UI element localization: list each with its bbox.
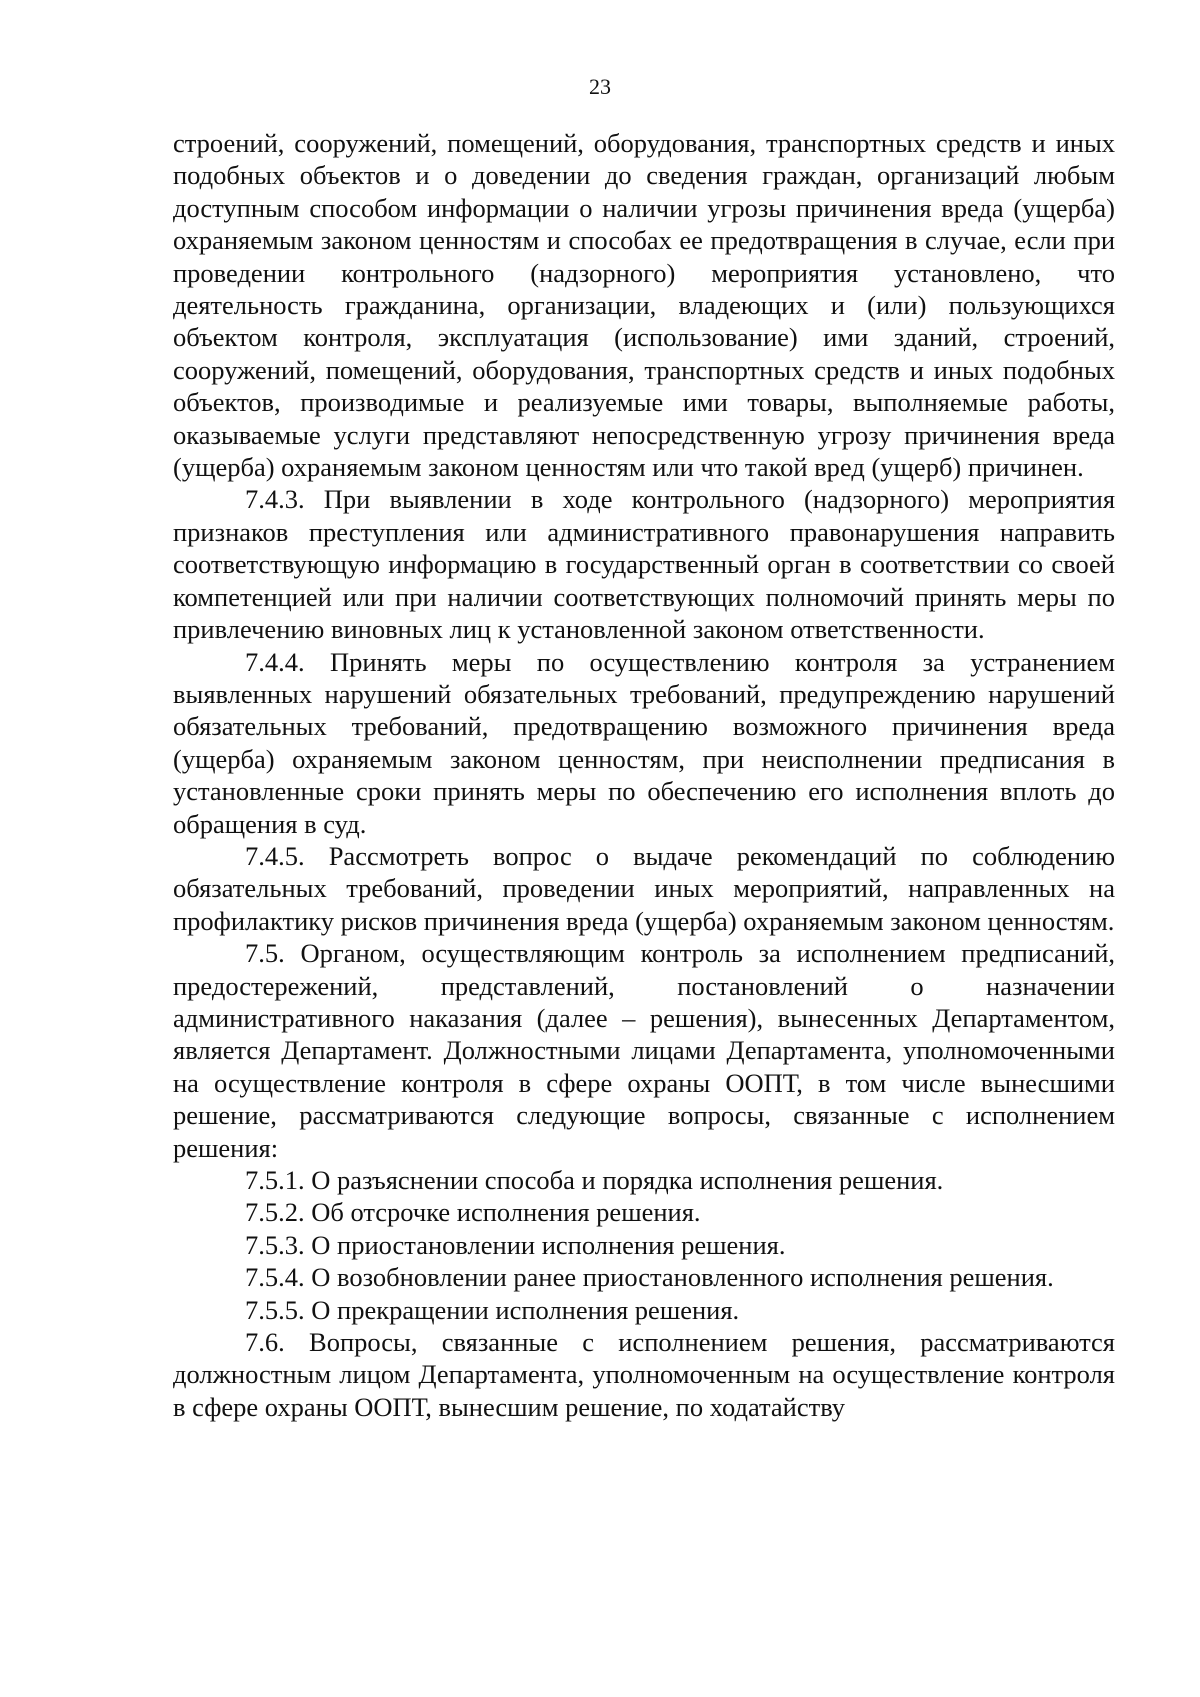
paragraph-number: 7.5.4. <box>245 1262 305 1293</box>
paragraph-7-5-3 <box>173 1229 1115 1261</box>
paragraph-number: 7.4.3. <box>245 484 305 515</box>
paragraph-text: Рассмотреть вопрос о выдаче рекомендаций по соблюдению обязательных требований, проведении иных мероприятий, направленных на профилактику рисков причинения вреда (ущерба) охраняемым законом ценностям. <box>173 840 1115 936</box>
paragraph-7-4-5 <box>173 840 1115 937</box>
paragraph-7-5-2 <box>173 1196 1115 1228</box>
paragraph-7-5 <box>173 937 1115 1164</box>
paragraph-text: О возобновлении ранее приостановленного исполнения решения. <box>311 1262 1054 1293</box>
page-number: 23 <box>589 74 611 99</box>
paragraph-7-4-3 <box>173 483 1115 645</box>
paragraph-7-4-4 <box>173 646 1115 840</box>
paragraph-number: 7.5.2. <box>245 1197 305 1228</box>
paragraph-7-6 <box>173 1326 1115 1423</box>
paragraph-number: 7.5.1. <box>245 1165 305 1195</box>
paragraph-number: 7.5.5. <box>245 1294 305 1325</box>
paragraph-text: При выявлении в ходе контрольного (надзорного) мероприятия признаков преступления или административного правонарушения направить соответствующую информацию в государственный орган в соответствии со своей компетенцией или при наличии соответствующих полномочий принять меры по привлечению виновных лиц к установленной законом ответственности. <box>173 484 1116 645</box>
paragraph-number: 7.6. <box>245 1327 285 1358</box>
paragraph-number: 7.5.3. <box>245 1229 305 1260</box>
document-body <box>173 127 1115 1423</box>
paragraph-text: Вопросы, связанные с исполнением решения, рассматриваются должностным лицом Департамента, уполномоченным на осуществление контроля в сфере охраны ООПТ, вынесшим решение, по ходатайству <box>173 1327 1115 1422</box>
paragraph-text: О приостановлении исполнения решения. <box>311 1229 786 1260</box>
paragraph-text: Об отсрочке исполнения решения. <box>311 1197 701 1228</box>
paragraph-7-5-5 <box>173 1294 1115 1326</box>
paragraph-continuation <box>173 127 1115 483</box>
paragraph-text: Принять меры по осуществлению контроля за устранением выявленных нарушений обязательных требований, предупреждению нарушений обязательных требований, предотвращению возможного причинения вреда (ущерба) охраняемым законом ценностям, при неисполнении предписания в установленные сроки принять меры по обеспечению его исполнения вплоть до обращения в суд. <box>173 646 1115 839</box>
paragraph-7-5-4 <box>173 1261 1115 1293</box>
paragraph-text: О прекращении исполнения решения. <box>311 1294 740 1325</box>
paragraph-number: 7.4.5. <box>245 840 305 871</box>
paragraph-text: строений, сооружений, помещений, оборудования, транспортных средств и иных подобных объектов и о доведении до сведения граждан, организаций любым доступным способом информации о наличии угрозы причинения вреда (ущерба) охраняемым законом ценностям и способах ее предотвращения в случае, если при проведении контрольного (надзорного) мероприятия установлено, что деятельность гражданина, организации, владеющих и (или) пользующихся объектом контроля, эксплуатация (использование) ими зданий, строений, сооружений, помещений, оборудования, транспортных средств и иных подобных объектов, производимые и реализуемые ими товары, выполняемые работы, оказываемые услуги представляют непосредственную угрозу причинения вреда (ущерба) охраняемым законом ценностям или что такой вред (ущерб) причинен. <box>173 128 1115 483</box>
paragraph-text: Органом, осуществляющим контроль за исполнением предписаний, предостережений, представлений, постановлений о назначении административного наказания (далее – решения), вынесенных Департаментом, является Департамент. Должностными лицами Департамента, уполномоченными на осуществление контроля в сфере охраны ООПТ, в том числе вынесшими решение, рассматриваются следующие вопросы, связанные с исполнением решения: <box>173 938 1116 1163</box>
paragraph-number: 7.4.4. <box>245 646 305 677</box>
paragraph-number: 7.5. <box>245 938 285 969</box>
paragraph-text: О разъяснении способа и порядка исполнения решения. <box>311 1165 944 1195</box>
paragraph-7-5-1 <box>173 1164 1115 1196</box>
